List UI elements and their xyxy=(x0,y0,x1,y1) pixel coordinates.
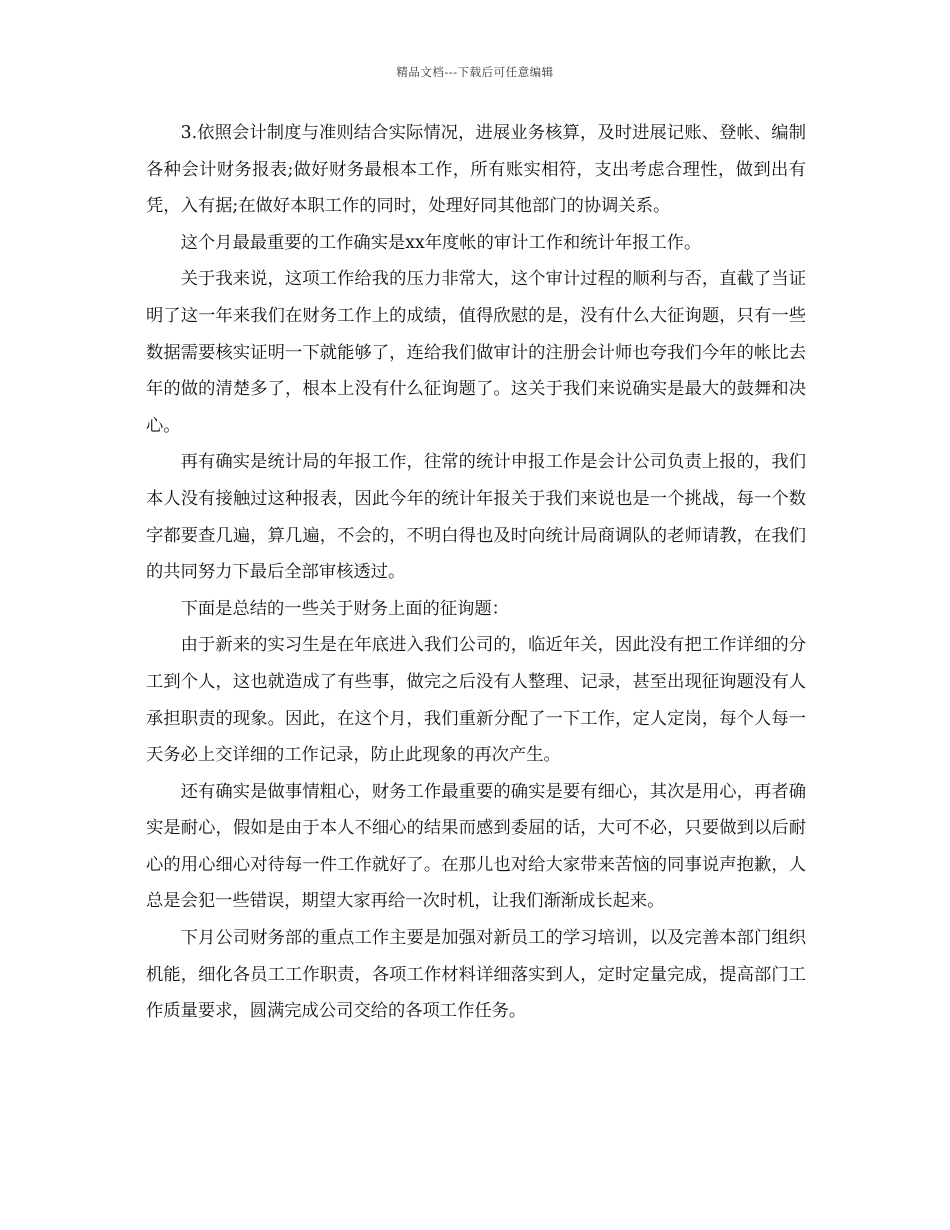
paragraph: 还有确实是做事情粗心，财务工作最重要的确实是要有细心，其次是用心，再者确实是耐心，假如是由于本人不细心的结果而感到委屈的话，大可不必，只要做到以后耐心的用心细心对待每一件工作就好了。在那儿也对给大家带来苦恼的同事说声抱歉，人总是会犯一些错误，期望大家再给一次时机，让我们渐渐成长起来。 xyxy=(146,781,806,912)
paragraph: 下月公司财务部的重点工作主要是加强对新员工的学习培训，以及完善本部门组织机能，细化各员工工作职责，各项工作材料详细落实到人，定时定量完成，提高部门工作质量要求，圆满完成公司交给的各项工作任务。 xyxy=(146,928,806,1022)
document-body xyxy=(146,115,806,1030)
paragraph: 3.依照会计制度与准则结合实际情况，进展业务核算，及时进展记账、登帐、编制各种会计财务报表;做好财务最根本工作，所有账实相符，支出考虑合理性，做到出有凭，入有据;在做好本职工作的同时，处理好同其他部门的协调关系。 xyxy=(146,123,806,217)
paragraph: 关于我来说，这项工作给我的压力非常大，这个审计过程的顺利与否，直截了当证明了这一年来我们在财务工作上的成绩，值得欣慰的是，没有什么大征询题，只有一些数据需要核实证明一下就能够了，连给我们做审计的注册会计师也夸我们今年的帐比去年的做的清楚多了，根本上没有什么征询题了。这关于我们来说确实是最大的鼓舞和决心。 xyxy=(146,269,806,436)
paragraph: 下面是总结的一些关于财务上面的征询题： xyxy=(180,598,509,619)
paragraph: 这个月最最重要的工作确实是xx年度帐的审计工作和统计年报工作。 xyxy=(180,232,702,253)
page-header: 精品文档---下载后可任意编辑 xyxy=(396,65,554,79)
paragraph: 由于新来的实习生是在年底进入我们公司的，临近年关，因此没有把工作详细的分工到个人，这也就造成了有些事，做完之后没有人整理、记录，甚至出现征询题没有人承担职责的现象。因此，在这个月，我们重新分配了一下工作，定人定岗，每个人每一天务必上交详细的工作记录，防止此现象的再次产生。 xyxy=(146,635,806,766)
paragraph: 再有确实是统计局的年报工作，往常的统计申报工作是会计公司负责上报的，我们本人没有接触过这种报表，因此今年的统计年报关于我们来说也是一个挑战，每一个数字都要查几遍，算几遍，不会的，不明白得也及时向统计局商调队的老师请教，在我们的共同努力下最后全部审核透过。 xyxy=(146,452,806,583)
